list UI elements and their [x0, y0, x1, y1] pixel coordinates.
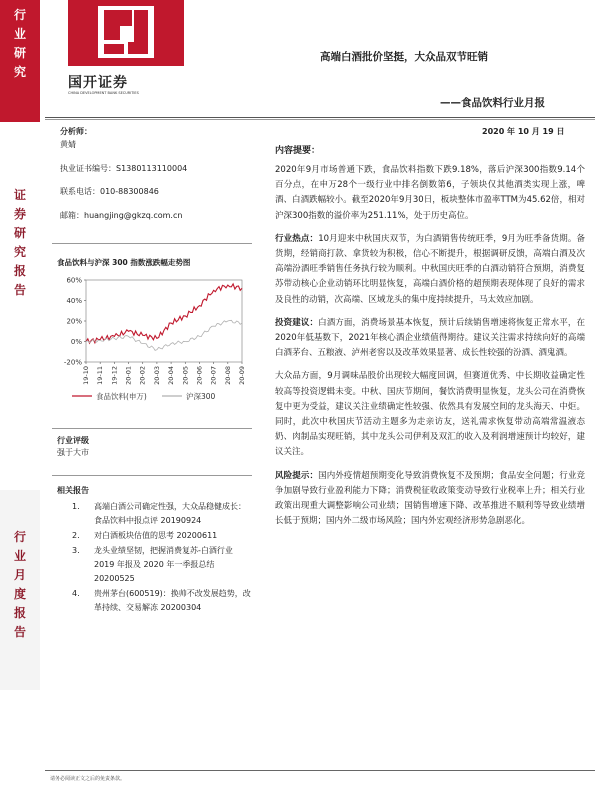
related-report-item[interactable]: 2. 对白酒板块估值的思考 20200611 — [72, 531, 218, 540]
legend-label: 沪深300 — [186, 392, 216, 401]
footer-divider — [45, 770, 595, 771]
header-divider — [45, 117, 595, 118]
investment-advice-paragraph: 投资建议：白酒方面，消费场景基本恢复，预计后续销售增速将恢复正常水平，在2020年低基数下，2021年核心酒企业绩值得期待。建议关注需求持续向好的高端白酒茅台、五粮液、泸州老窖以及改革效果显著、成长性较强的汾酒、酒鬼酒。 — [275, 317, 585, 359]
logo-mark-icon — [98, 6, 154, 58]
y-tick-label: 20% — [66, 317, 82, 326]
rating-value: 强于大市 — [57, 448, 89, 457]
company-logo — [60, 0, 195, 98]
analyst-name: 黄婧 — [60, 140, 76, 149]
y-tick-label: 40% — [66, 297, 82, 305]
related-report-item[interactable]: 3. 龙头业绩坚韧，把握消费复苏-白酒行业 2019 年报及 2020 年一季报总结 20200525 — [72, 546, 233, 583]
x-tick-label: 19-10 — [82, 366, 90, 385]
footer-disclaimer: 请务必阅读正文之后的免责条款。 — [50, 776, 126, 782]
left-sidebar — [0, 0, 40, 800]
divider — [52, 243, 252, 244]
plot-frame — [86, 280, 242, 362]
risk-warning-paragraph: 风险提示：国内外疫情超预期变化导致消费恢复不及预期；食品安全问题；行业竞争加剧导致行业盈利能力下降；消费税征收政策变动导致行业税率上升；相关行业政策出现重大调整影响公司业绩；国销售增速下降、改革推进不顺利等导致业绩增长低于预期；国内外二级市场风险；国内外宏观经济形势急剧恶化。 — [275, 470, 585, 527]
y-tick-label: -20% — [63, 358, 82, 367]
industry-hotspot-paragraph: 行业热点：10月迎来中秋国庆双节，为白酒销售传统旺季，9月为旺季备货期。备货期，经销商打款、拿货较为积极，信心不断提升，根据调研反馈，高端白酒及次高端汾酒旺季销售任务执行较为顺利。中秋国庆旺季的白酒动销符合预期，消费复苏带动核心企业动销环比明显恢复，高端白酒价格的超预期表现体现了良好的需求及良性的动销，次高端、区域龙头的集中度持续提升，马太效应加剧。 — [275, 233, 585, 305]
divider — [52, 428, 252, 429]
summary-label: 内容提要： — [275, 146, 321, 156]
header-divider-thin — [45, 119, 595, 120]
y-tick-label: 60% — [66, 276, 82, 285]
summary-paragraph: 2020年9月市场普通下跌，食品饮料指数下跌9.18%，落后沪深300指数9.14个百分点，在申万28个一级行业中排名倒数第6，子领块仅其他酒类实现上涨，啤酒、白酒跌幅较小。截至2020年9月30日，板块整体市盈率TTM为45.62倍，相对沪深300指数的溢价率为251.11%，处于历史高位。 — [275, 165, 585, 221]
series-line-0 — [86, 284, 242, 343]
related-report-item[interactable]: 4. 贵州茅台(600519)：换帅不改发展趋势，改革持续、交易解冻 20200304 — [72, 589, 251, 612]
x-tick-label: 20-06 — [195, 366, 204, 385]
analyst-label: 分析师： — [60, 127, 92, 136]
report-subtitle: ——食品饮料行业月报 — [440, 97, 545, 109]
sidebar-top-label: 行 业 研 究 — [13, 8, 26, 79]
divider — [52, 475, 252, 476]
x-tick-label: 20-09 — [238, 366, 246, 385]
x-tick-label: 20-03 — [152, 366, 161, 385]
sidebar-mid-label: 证 券 研 究 报 告 — [13, 188, 26, 297]
x-tick-label: 19-11 — [96, 366, 105, 385]
x-tick-label: 20-05 — [181, 366, 190, 385]
logo-name-en: CHINA DEVELOPMENT BANK SECURITIES — [68, 91, 139, 95]
rating-label: 行业评级 — [57, 436, 89, 445]
consumer-goods-paragraph: 大众品方面，9月调味品股价出现较大幅度回调，但赛道优秀、中长期收益确定性较高等投资逻辑未变。中秋、国庆节期间，餐饮消费明显恢复，龙头公司在消费恢复中更为受益，建议关注业绩确定性较强、依然具有发展空间的龙头海天、中炬。同时，此次中秋国庆节活动主题多为走亲访友，送礼需求恢复带动高端常温液态奶、肉制品实现旺销，其中龙头公司伊利及双汇的收入及利润增速预计均较好，建议关注。 — [275, 371, 585, 458]
related-reports-label: 相关报告 — [57, 486, 89, 495]
performance-chart — [52, 272, 252, 412]
summary-body — [275, 163, 585, 537]
related-reports-list — [72, 500, 252, 616]
analyst-cert: 执业证书编号：S1380113110004 — [60, 164, 188, 173]
x-tick-label: 20-08 — [223, 366, 232, 385]
analyst-email[interactable]: 邮箱：huangjing@gkzq.com.cn — [60, 211, 183, 220]
x-tick-label: 20-07 — [209, 366, 218, 385]
chart-title: 食品饮料与沪深 300 指数涨跌幅走势图 — [57, 258, 191, 267]
legend-label: 食品饮料(申万) — [96, 392, 147, 401]
x-tick-label: 19-12 — [110, 366, 119, 385]
x-tick-label: 20-04 — [167, 366, 176, 385]
report-date: 2020 年 10 月 19 日 — [482, 127, 565, 136]
x-tick-label: 20-01 — [124, 366, 133, 385]
related-report-item[interactable]: 1. 高端白酒公司确定性强，大众品稳健成长：食品饮料中报点评 20190924 — [72, 502, 246, 525]
series-line-1 — [86, 320, 242, 350]
sidebar-bottom-label: 行 业 月 度 报 告 — [13, 530, 26, 639]
analyst-phone: 联系电话：010-88300846 — [60, 187, 159, 196]
logo-name-cn: 国开证券 — [68, 75, 128, 91]
report-title: 高端白酒批价坚挺，大众品双节旺销 — [320, 51, 488, 63]
x-tick-label: 20-02 — [138, 366, 147, 385]
y-tick-label: 0% — [70, 338, 82, 346]
